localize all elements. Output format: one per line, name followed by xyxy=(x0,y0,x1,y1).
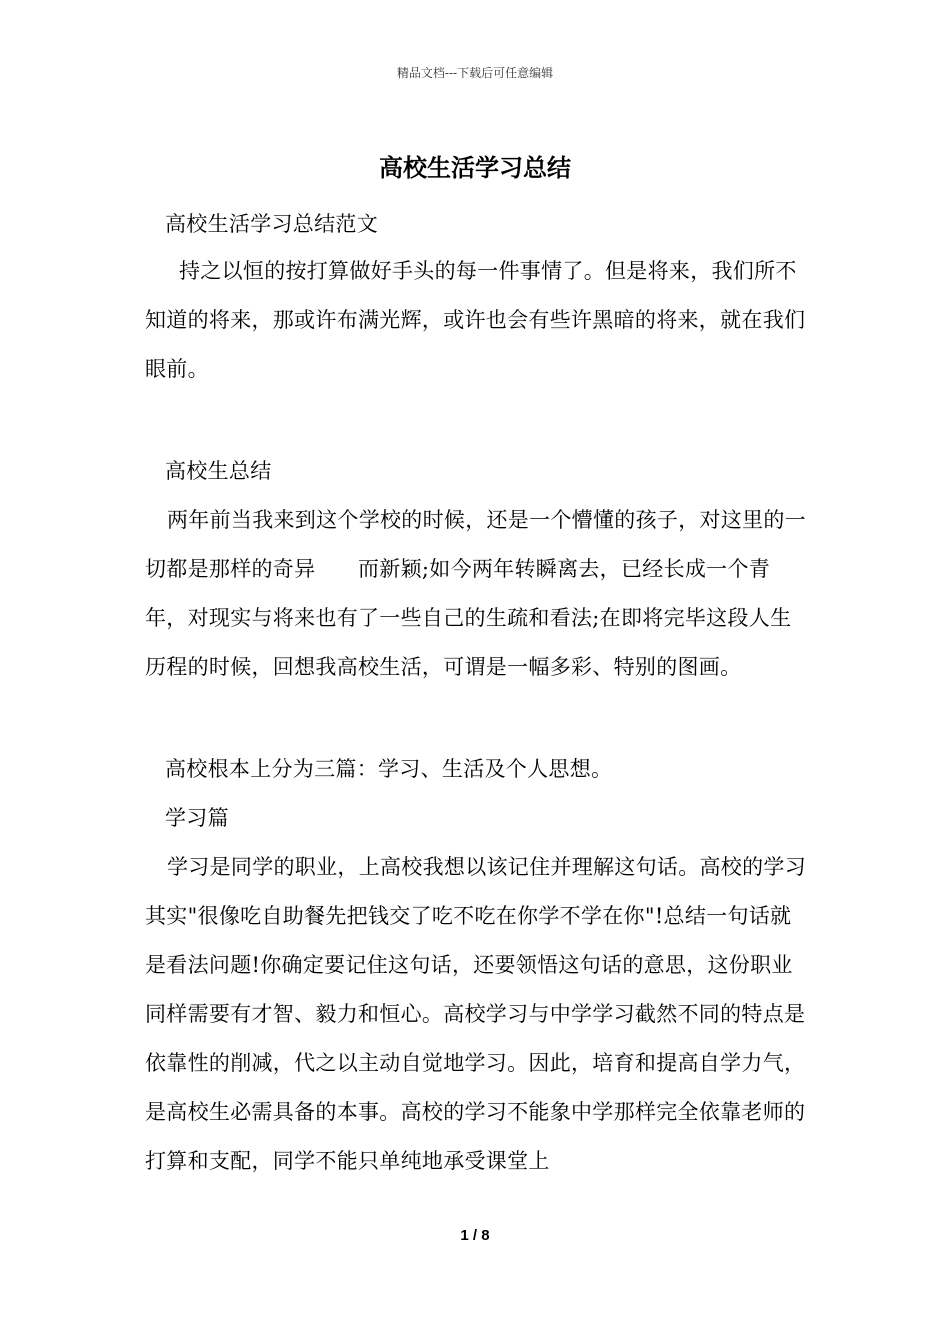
page-number: 1 / 8 xyxy=(460,1227,490,1244)
outline-paragraph: 高校根本上分为三篇：学习、生活及个人思想。 xyxy=(165,757,613,781)
document-subtitle: 高校生活学习总结范文 xyxy=(165,212,378,236)
document-title: 高校生活学习总结 xyxy=(379,153,571,182)
section-heading-study: 学习篇 xyxy=(165,806,229,830)
section-heading-summary: 高校生总结 xyxy=(165,459,272,483)
section-paragraph-study: 学习是同学的职业，上高校我想以该记住并理解这句话。高校的学习其实"很像吃自助餐先把钱交了吃不吃在你学不学在你"!总结一句话就是看法问题!你确定要记住这句话，还要领悟这句话的意思，这份职业同样需要有才智、毅力和恒心。高校学习与中学学习截然不同的特点是依靠性的削减，代之以主动自觉地学习。因此，培育和提高自学力气，是高校生必需具备的本事。高校的学习不能象中学那样完全依靠老师的打算和支配，同学不能只单纯地承受课堂上 xyxy=(145,855,806,1173)
document-header-note: 精品文档---下载后可任意编辑 xyxy=(396,66,554,80)
section-paragraph-summary: 两年前当我来到这个学校的时候，还是一个懵懂的孩子，对这里的一切都是那样的奇异 而新颖;如今两年转瞬离去，已经长成一个青年，对现实与将来也有了一些自己的生疏和看法;在即将完毕这段人生历程的时候，回想我高校生活，可谓是一幅多彩、特别的图画。 xyxy=(145,508,806,679)
intro-paragraph: 持之以恒的按打算做好手头的每一件事情了。但是将来，我们所不知道的将来，那或许布满光辉，或许也会有些许黑暗的将来，就在我们眼前。 xyxy=(145,259,806,381)
